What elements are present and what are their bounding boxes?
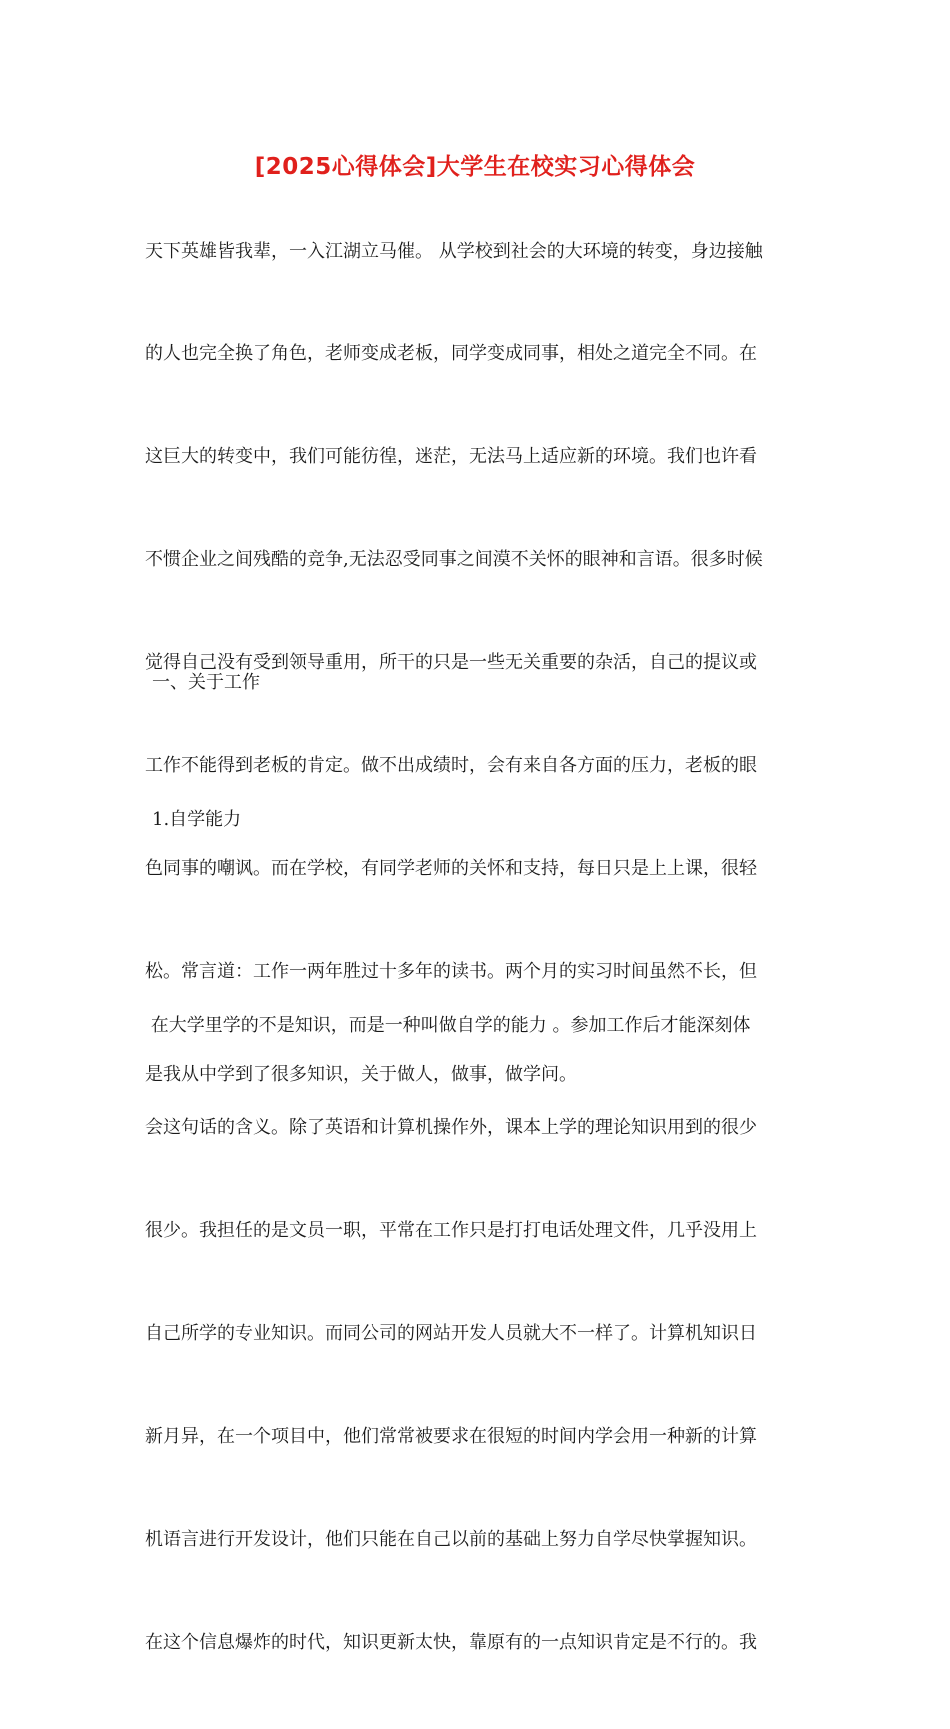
body-line: 很少。我担任的是文员一职，平常在工作只是打打电话处理文件，几乎没用上	[145, 1220, 757, 1242]
body-line: 自己所学的专业知识。而同公司的网站开发人员就大不一样了。计算机知识日	[145, 1323, 757, 1345]
subsection-heading: 1.自学能力	[152, 809, 242, 830]
intro-line: 这巨大的转变中，我们可能彷徨，迷茫，无法马上适应新的环境。我们也许看	[145, 446, 757, 468]
intro-line: 色同事的嘲讽。而在学校，有同学老师的关怀和支持，每日只是上上课，很轻	[145, 857, 757, 879]
body-paragraph	[145, 940, 805, 1729]
body-line: 新月异，在一个项目中，他们常常被要求在很短的时间内学会用一种新的计算	[145, 1426, 757, 1448]
document-title: [2025心得体会]大学生在校实习心得体会	[254, 154, 696, 180]
intro-line: 的人也完全换了角色，老师变成老板，同学变成同事，相处之道完全不同。在	[145, 343, 757, 365]
section-heading: 一、关于工作	[152, 672, 260, 693]
intro-line: 松。常言道：工作一两年胜过十多年的读书。两个月的实习时间虽然不长，但	[145, 960, 757, 982]
intro-line: 是我从中学到了很多知识，关于做人，做事，做学问。	[145, 1063, 577, 1085]
body-line: 机语言进行开发设计，他们只能在自己以前的基础上努力自学尽快掌握知识。	[145, 1529, 757, 1551]
intro-line: 工作不能得到老板的肯定。做不出成绩时，会有来自各方面的压力，老板的眼	[145, 755, 757, 777]
intro-line: 天下英雄皆我辈，一入江湖立马催。 从学校到社会的大环境的转变，身边接触	[145, 240, 763, 262]
intro-line: 觉得自己没有受到领导重用，所干的只是一些无关重要的杂活，自己的提议或	[145, 652, 757, 674]
body-line: 会这句话的含义。除了英语和计算机操作外，课本上学的理论知识用到的很少	[145, 1117, 757, 1139]
body-line: 在这个信息爆炸的时代，知识更新太快，靠原有的一点知识肯定是不行的。我	[145, 1631, 757, 1653]
intro-line: 不惯企业之间残酷的竞争,无法忍受同事之间漠不关怀的眼神和言语。很多时候	[145, 549, 763, 571]
body-line: 在大学里学的不是知识，而是一种叫做自学的能力 。参加工作后才能深刻体	[145, 1014, 751, 1036]
